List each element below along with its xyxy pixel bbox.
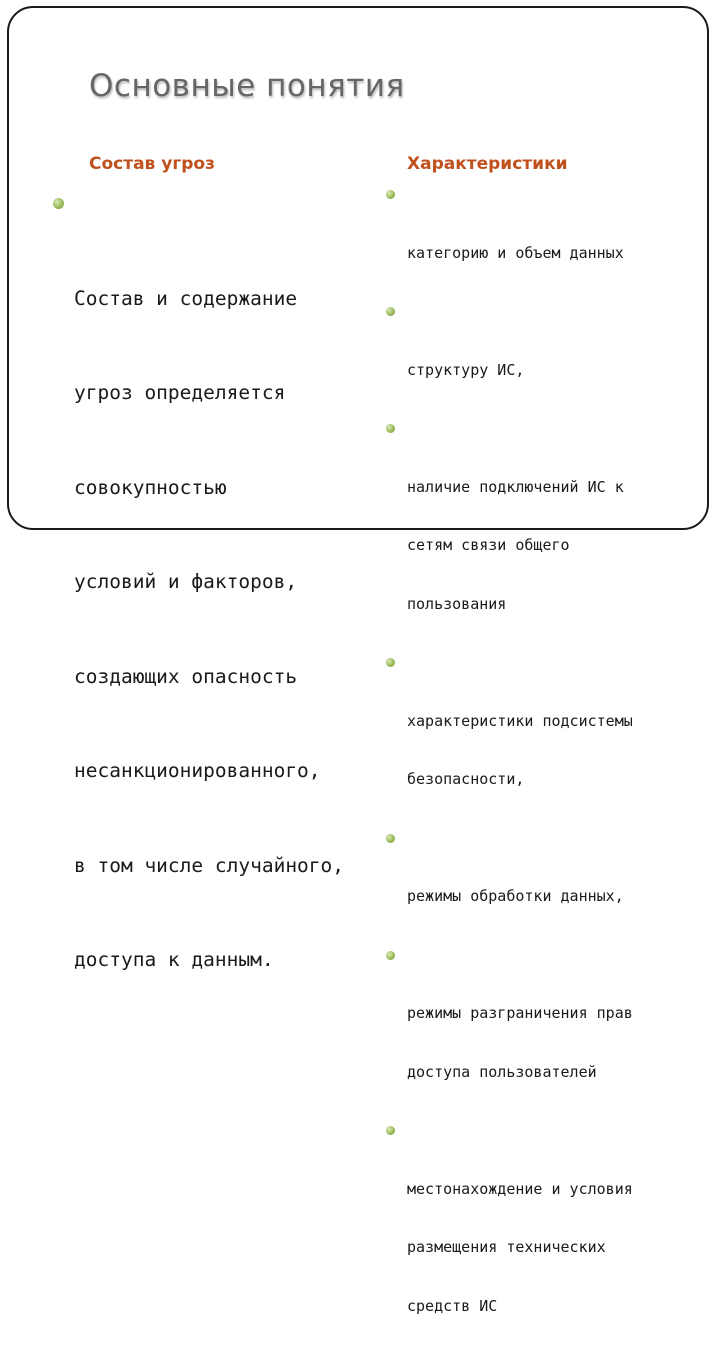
right-column-heading: Характеристики [407,154,568,174]
list-item-line: сетям связи общего [407,536,570,554]
list-item-line: средств ИС [407,1296,498,1315]
left-bullet-line: Состав и содержание [74,286,298,310]
bullet-icon [386,307,395,316]
list-item-line: доступа пользователей [407,1062,597,1081]
left-bullet-line: доступа к данным. [74,948,274,971]
list-item [386,653,676,829]
bullet-icon [386,190,395,199]
slide-frame [7,6,709,1315]
bullet-icon [386,1126,395,1135]
list-item-line: местонахождение и условия [407,1179,633,1198]
list-item-line: характеристики подсистемы [407,711,633,730]
list-item-line: наличие подключений ИС к [407,477,624,496]
right-bullet-list [386,185,676,1355]
bullet-icon [53,198,64,209]
left-bullet-line: в том числе случайного, [74,853,345,877]
left-bullet-line: несанкционированного, [74,759,321,782]
bullet-icon [386,658,395,667]
list-item-line: безопасности, [407,770,525,788]
left-bullet-line: совокупностью [74,475,227,499]
list-item [386,185,676,302]
list-item [386,302,676,419]
left-bullet-line: условий и факторов, [74,570,298,593]
list-item-line: категорию и объем данных [407,243,624,262]
left-column-heading: Состав угроз [89,154,215,174]
left-column-body [53,188,373,1039]
bullet-icon [386,424,395,433]
left-bullet-line: создающих опасность [74,664,298,688]
bullet-icon [386,951,395,960]
slide-title: Основные понятия [89,68,405,104]
list-item-line: режимы обработки данных, [407,887,624,905]
list-item [386,946,676,1122]
list-item [386,1121,676,1355]
list-item-line: режимы разграничения прав [407,1004,633,1022]
left-bullet-item [53,188,373,1039]
list-item-line: пользования [407,594,507,613]
list-item-line: структуру ИС, [407,360,525,379]
list-item-line: размещения технических [407,1238,606,1256]
left-bullet-line: угроз определяется [74,381,286,404]
list-item [386,419,676,653]
list-item [386,829,676,946]
bullet-icon [386,834,395,843]
